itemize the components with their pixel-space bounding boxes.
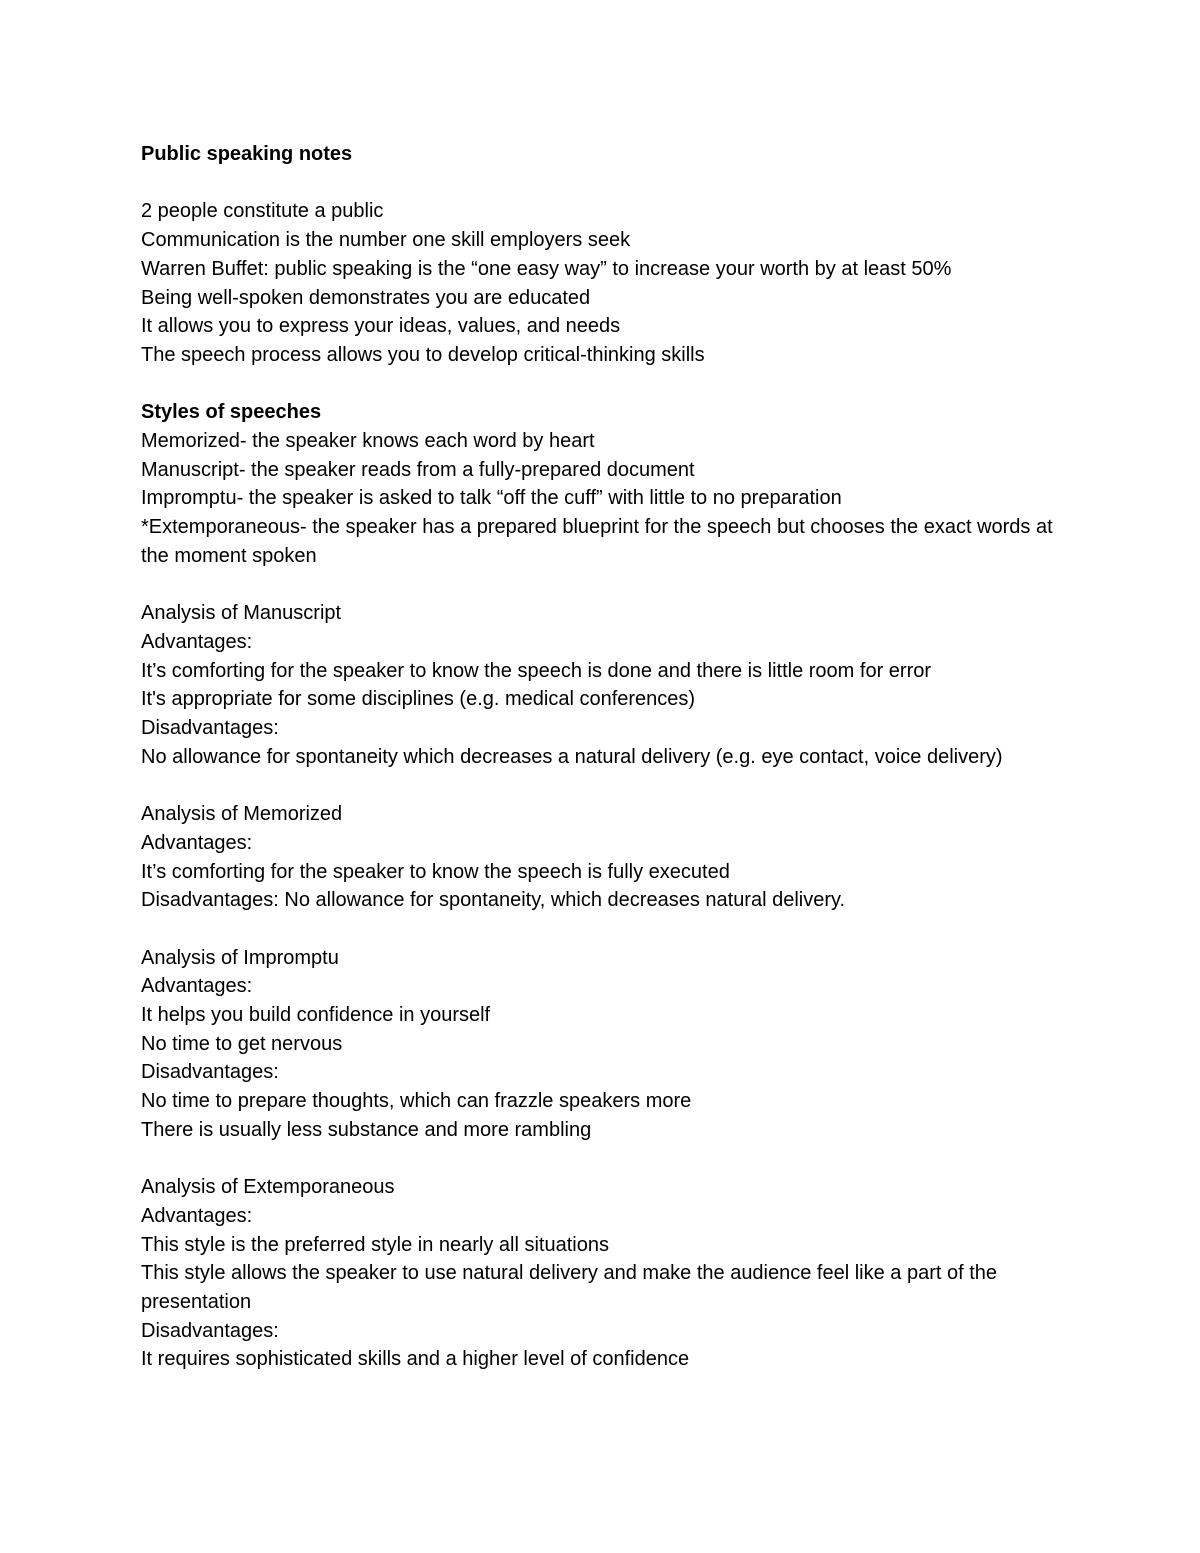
memorized-line: It’s comforting for the speaker to know the speech is fully executed (141, 860, 730, 883)
impromptu-line: Disadvantages: (141, 1061, 279, 1084)
impromptu-line: There is usually less substance and more rambling (141, 1118, 592, 1141)
extemporaneous-line: Disadvantages: (141, 1319, 279, 1342)
manuscript-line: No allowance for spontaneity which decreases a natural delivery (e.g. eye contact, voice delivery) (141, 745, 1003, 768)
intro-line: Communication is the number one skill employers seek (141, 229, 631, 252)
manuscript-line: Advantages: (141, 630, 253, 653)
spacer (141, 915, 1061, 944)
impromptu-line: No time to prepare thoughts, which can frazzle speakers more (141, 1090, 692, 1113)
spacer (141, 1145, 1061, 1174)
impromptu-heading: Analysis of Impromptu (141, 946, 339, 969)
impromptu-line: No time to get nervous (141, 1032, 343, 1055)
spacer (141, 571, 1061, 600)
spacer (141, 169, 1061, 198)
style-item: *Extemporaneous- the speaker has a prepared blueprint for the speech but chooses the exact words at the moment spoken (141, 516, 1059, 567)
extemporaneous-line: This style allows the speaker to use natural delivery and make the audience feel like a part of the presentation (141, 1262, 1003, 1314)
manuscript-line: Disadvantages: (141, 717, 279, 740)
intro-line: It allows you to express your ideas, values, and needs (141, 315, 621, 338)
extemporaneous-line: This style is the preferred style in nearly all situations (141, 1233, 609, 1256)
intro-line: 2 people constitute a public (141, 200, 384, 223)
style-item: Impromptu- the speaker is asked to talk “off the cuff” with little to no preparation (141, 487, 842, 510)
manuscript-line: It's appropriate for some disciplines (e.g. medical conferences) (141, 688, 696, 711)
document-page (141, 140, 1061, 1374)
extemporaneous-line: Advantages: (141, 1204, 253, 1227)
impromptu-line: It helps you build confidence in yourself (141, 1004, 491, 1027)
styles-heading: Styles of speeches (141, 401, 322, 424)
memorized-line: Disadvantages: No allowance for spontaneity, which decreases natural delivery. (141, 889, 846, 912)
extemporaneous-line: It requires sophisticated skills and a higher level of confidence (141, 1348, 690, 1371)
extemporaneous-heading: Analysis of Extemporaneous (141, 1176, 395, 1199)
spacer (141, 771, 1061, 800)
memorized-heading: Analysis of Memorized (141, 803, 343, 826)
style-item: Memorized- the speaker knows each word by heart (141, 430, 595, 452)
style-item: Manuscript- the speaker reads from a fully-prepared document (141, 458, 695, 481)
intro-line: Being well-spoken demonstrates you are educated (141, 286, 591, 309)
document-title: Public speaking notes (141, 143, 353, 165)
memorized-line: Advantages: (141, 831, 253, 854)
impromptu-line: Advantages: (141, 975, 253, 998)
spacer (141, 370, 1061, 399)
intro-line: Warren Buffet: public speaking is the “one easy way” to increase your worth by at least 50% (141, 257, 952, 280)
manuscript-line: It’s comforting for the speaker to know the speech is done and there is little room for error (141, 659, 932, 682)
intro-line: The speech process allows you to develop critical-thinking skills (141, 343, 705, 366)
manuscript-heading: Analysis of Manuscript (141, 602, 342, 625)
